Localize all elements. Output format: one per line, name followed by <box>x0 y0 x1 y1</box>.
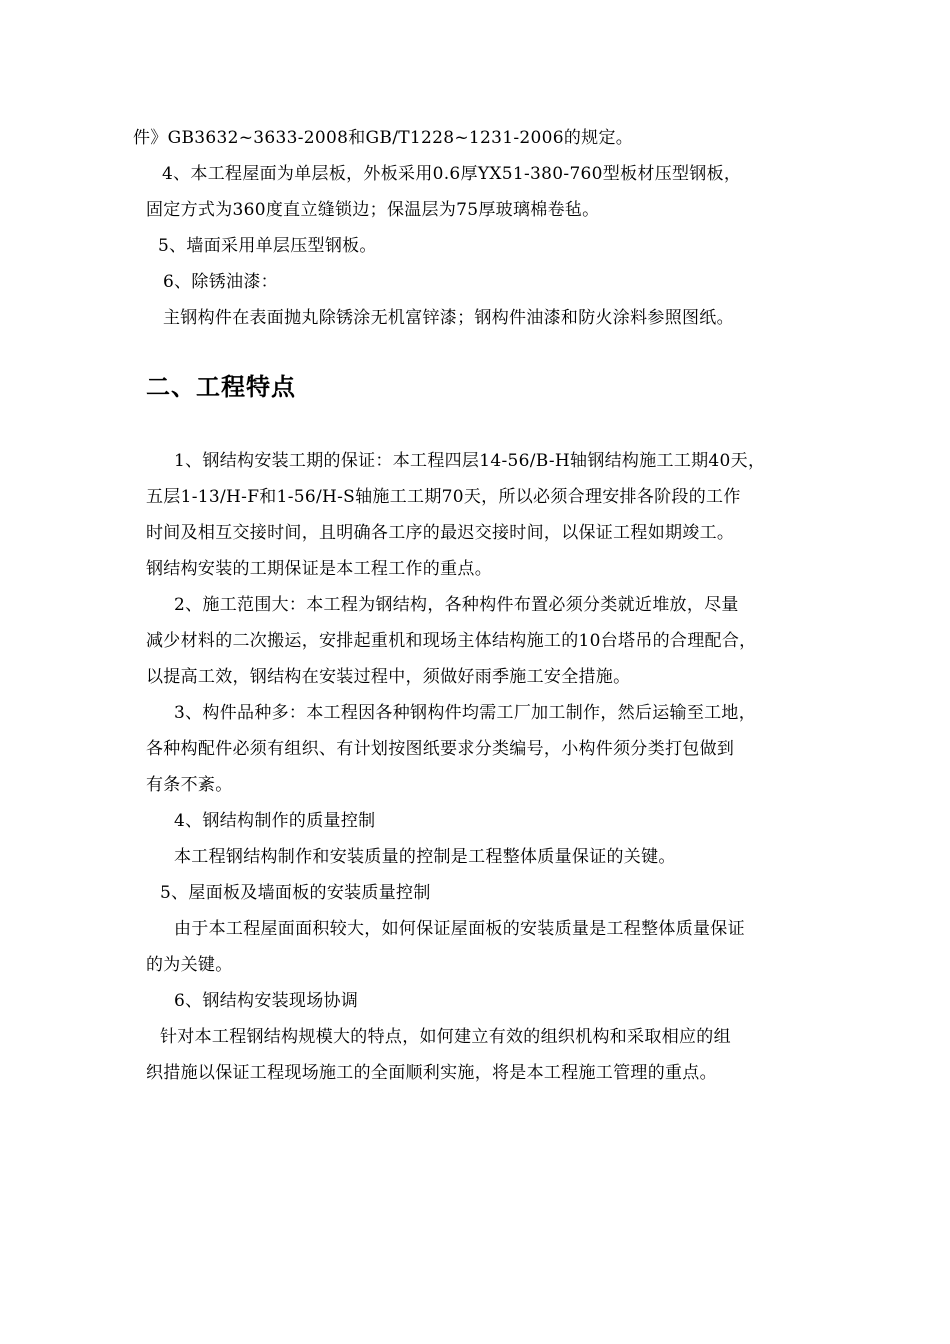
paragraph-line: 织措施以保证工程现场施工的全面顺利实施，将是本工程施工管理的重点。 <box>146 1063 717 1083</box>
paragraph-line: 主钢构件在表面抛丸除锈涂无机富锌漆；钢构件油漆和防火涂料参照图纸。 <box>163 308 734 328</box>
paragraph-line: 6、钢结构安装现场协调 <box>174 991 359 1011</box>
paragraph-line: 1、钢结构安装工期的保证：本工程四层14-56/B-H轴钢结构施工工期40天， <box>174 451 766 471</box>
paragraph-line: 由于本工程屋面面积较大，如何保证屋面板的安装质量是工程整体质量保证 <box>174 919 745 939</box>
paragraph-line: 五层1-13/H-F和1-56/H-S轴施工工期70天，所以必须合理安排各阶段的工作 <box>146 487 741 507</box>
paragraph-line: 4、钢结构制作的质量控制 <box>174 811 376 831</box>
paragraph-line: 时间及相互交接时间，且明确各工序的最迟交接时间，以保证工程如期竣工。 <box>146 523 735 543</box>
paragraph-line: 针对本工程钢结构规模大的特点，如何建立有效的组织机构和采取相应的组 <box>160 1027 731 1047</box>
paragraph-line: 有条不紊。 <box>146 775 233 795</box>
paragraph-line: 件》GB3632~3633-2008和GB/T1228~1231-2006的规定。 <box>133 128 634 148</box>
paragraph-line: 本工程钢结构制作和安装质量的控制是工程整体质量保证的关键。 <box>174 847 676 867</box>
paragraph-line: 以提高工效，钢结构在安装过程中，须做好雨季施工安全措施。 <box>146 667 631 687</box>
paragraph-line: 6、除锈油漆： <box>163 272 278 292</box>
paragraph-line: 固定方式为360度直立缝锁边；保温层为75厚玻璃棉卷毡。 <box>146 200 600 220</box>
paragraph-line: 3、构件品种多：本工程因各种钢构件均需工厂加工制作，然后运输至工地， <box>174 703 757 723</box>
paragraph-line: 的为关键。 <box>146 955 233 975</box>
paragraph-line: 减少材料的二次搬运，安排起重机和现场主体结构施工的10台塔吊的合理配合， <box>146 631 757 651</box>
paragraph-line: 2、施工范围大：本工程为钢结构，各种构件布置必须分类就近堆放，尽量 <box>174 595 739 615</box>
paragraph-line: 钢结构安装的工期保证是本工程工作的重点。 <box>146 559 492 579</box>
section-heading: 二、工程特点 <box>146 373 296 401</box>
paragraph-line: 各种构配件必须有组织、有计划按图纸要求分类编号，小构件须分类打包做到 <box>146 739 735 759</box>
paragraph-line: 5、屋面板及墙面板的安装质量控制 <box>160 883 431 903</box>
paragraph-line: 5、墙面采用单层压型钢板。 <box>158 236 377 256</box>
paragraph-line: 4、本工程屋面为单层板，外板采用0.6厚YX51-380-760型板材压型钢板， <box>162 164 742 184</box>
